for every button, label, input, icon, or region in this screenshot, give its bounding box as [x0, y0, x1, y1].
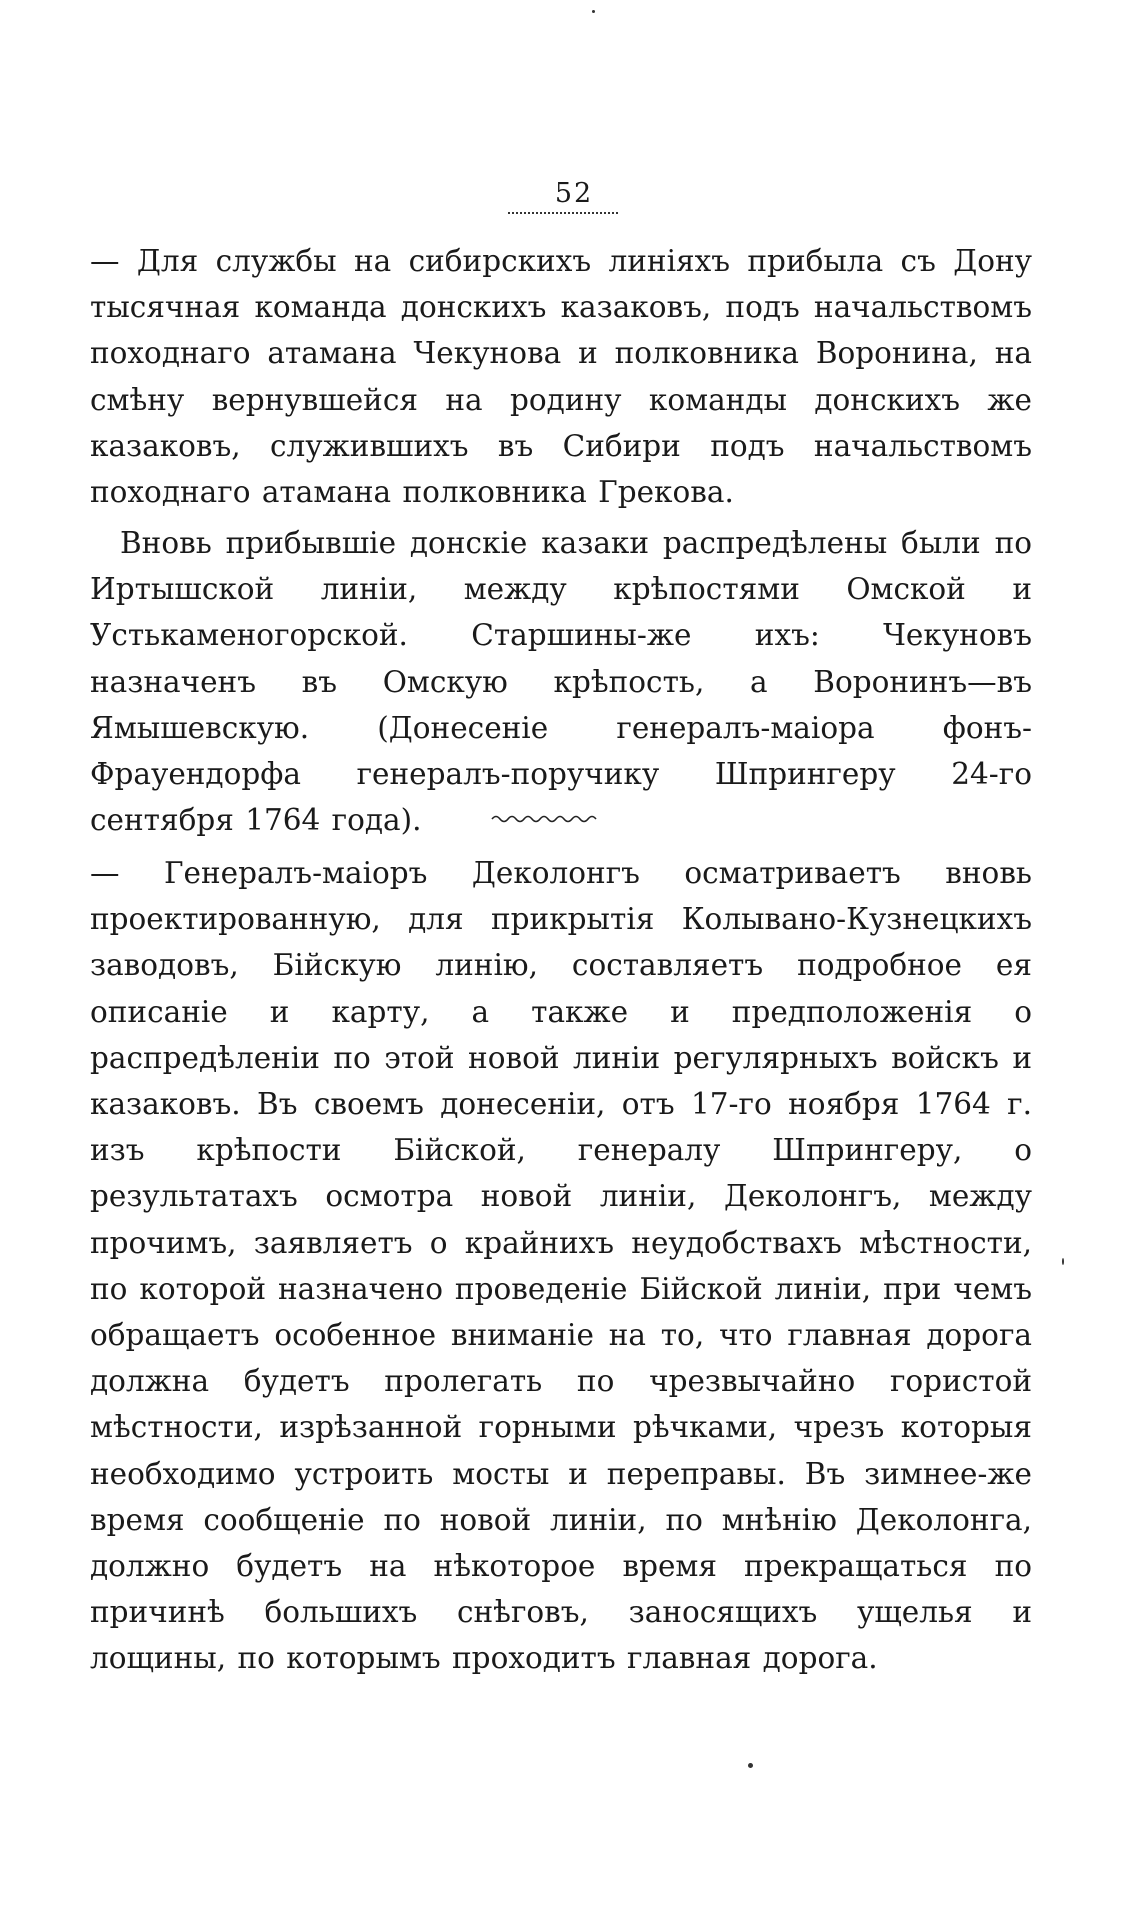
paragraph-2: Вновь прибывшіе донскіе казаки распредѣлены были по Иртышской линіи, между крѣпостями Омской и Устькаменогорской. Старшины-же ихъ: Чекуновъ назначенъ въ Омскую крѣпость, а Воронинъ—въ Ямышевскую. (Донесеніе генералъ-маіора фонъ-Фрауендорфа генералъ-поручику Шпрингеру 24-го сентября 1764 года).	[90, 526, 1032, 838]
print-speck	[748, 1763, 753, 1768]
paragraph-3: — Генералъ-маіоръ Деколонгъ осматриваетъ вновь проектированную, для прикрытія Колывано-Кузнецкихъ заводовъ, Бійскую линію, составляетъ подробное ея описаніе и карту, а также и предположенія о распредѣленіи по этой новой линіи регулярныхъ войскъ и казаковъ. Въ своемъ донесеніи, отъ 17-го ноября 1764 г. изъ крѣпости Бійской, генералу Шпрингеру, о результатахъ осмотра новой линіи, Деколонгъ, между прочимъ, заявляетъ о крайнихъ неудобствахъ мѣстности, по которой назначено проведеніе Бійской линіи, при чемъ обращаетъ особенное вниманіе на то, что главная дорога должна будетъ пролегать по чрезвычайно гористой мѣстности, изрѣзанной горными рѣчками, чрезъ которыя необходимо устроить мосты и переправы. Въ зимнее-же время сообщеніе по новой линіи, по мнѣнію Деколонга, должно будетъ на нѣкоторое время прекращаться по причинѣ большихъ снѣговъ, заносящихъ ущелья и лощины, по которымъ проходитъ главная дорога.	[90, 856, 1032, 1676]
page-number: 52	[554, 178, 594, 209]
wavy-divider	[490, 812, 600, 826]
print-speck	[1062, 1258, 1064, 1265]
page-number-rule	[508, 212, 618, 214]
paragraph-1: — Для службы на сибирскихъ линіяхъ прибыла съ Дону тысячная команда донскихъ казаковъ, подъ начальствомъ походнаго атамана Чекунова и полковника Воронина, на смѣну вернувшейся на родину команды донскихъ же казаковъ, служившихъ въ Сибири подъ начальствомъ походнаго атамана полковника Грекова.	[90, 244, 1032, 510]
print-speck	[592, 10, 595, 13]
